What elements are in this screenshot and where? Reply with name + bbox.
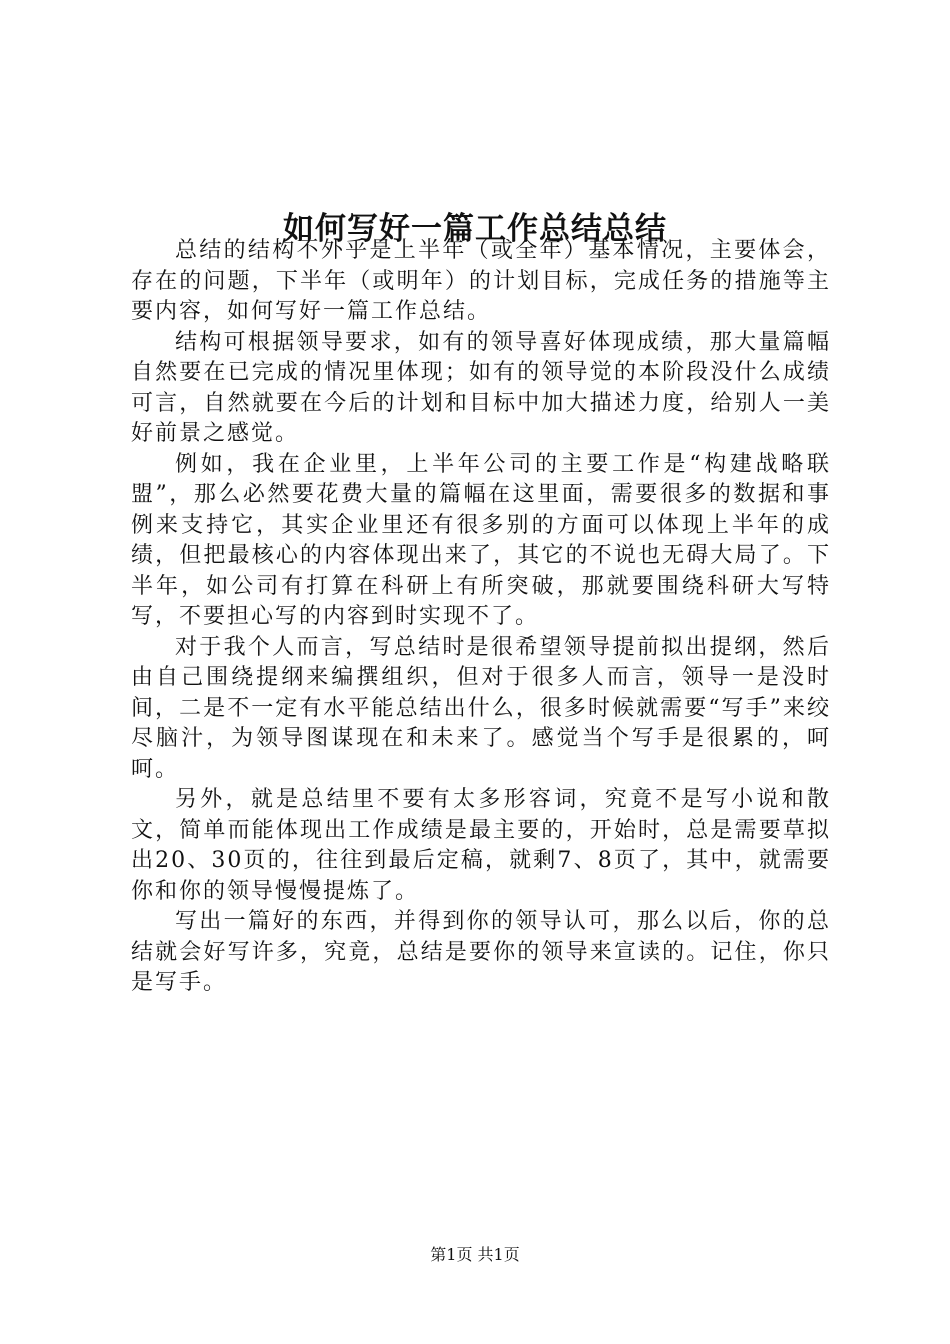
body-paragraph: 另外，就是总结里不要有太多形容词，究竟不是写小说和散文，简单而能体现出工作成绩是最主要的，开始时，总是需要草拟出20、30页的，往往到最后定稿，就剩7、8页了，其中，就需要你和你的领导慢慢提炼了。 [131, 787, 831, 904]
body-paragraph: 例如，我在企业里，上半年公司的主要工作是“构建战略联盟”，那么必然要花费大量的篇幅在这里面，需要很多的数据和事例来支持它，其实企业里还有很多别的方面可以体现上半年的成绩，但把最核心的内容体现出来了，其它的不说也无碍大局了。下半年，如公司有打算在科研上有所突破，那就要围绕科研大写特写，不要担心写的内容到时实现不了。 [131, 451, 831, 629]
document-title: 如何写好一篇工作总结总结 [283, 210, 667, 247]
document-body [131, 236, 831, 999]
body-paragraph: 结构可根据领导要求，如有的领导喜好体现成绩，那大量篇幅自然要在已完成的情况里体现；如有的领导觉的本阶段没什么成绩可言，自然就要在今后的计划和目标中加大描述力度，给别人一美好前景之感觉。 [131, 329, 831, 446]
page-footer: 第1页 共1页 [430, 1245, 520, 1264]
body-paragraph: 写出一篇好的东西，并得到你的领导认可，那么以后，你的总结就会好写许多，究竟，总结是要你的领导来宣读的。记住，你只是写手。 [131, 909, 831, 995]
body-paragraph: 总结的结构不外乎是上半年（或全年）基本情况，主要体会，存在的问题，下半年（或明年）的计划目标，完成任务的措施等主要内容，如何写好一篇工作总结。 [131, 238, 831, 324]
body-paragraph: 对于我个人而言，写总结时是很希望领导提前拟出提纲，然后由自己围绕提纲来编撰组织，但对于很多人而言，领导一是没时间，二是不一定有水平能总结出什么，很多时候就需要“写手”来绞尽脑汁，为领导图谋现在和未来了。感觉当个写手是很累的，呵呵。 [131, 634, 831, 782]
